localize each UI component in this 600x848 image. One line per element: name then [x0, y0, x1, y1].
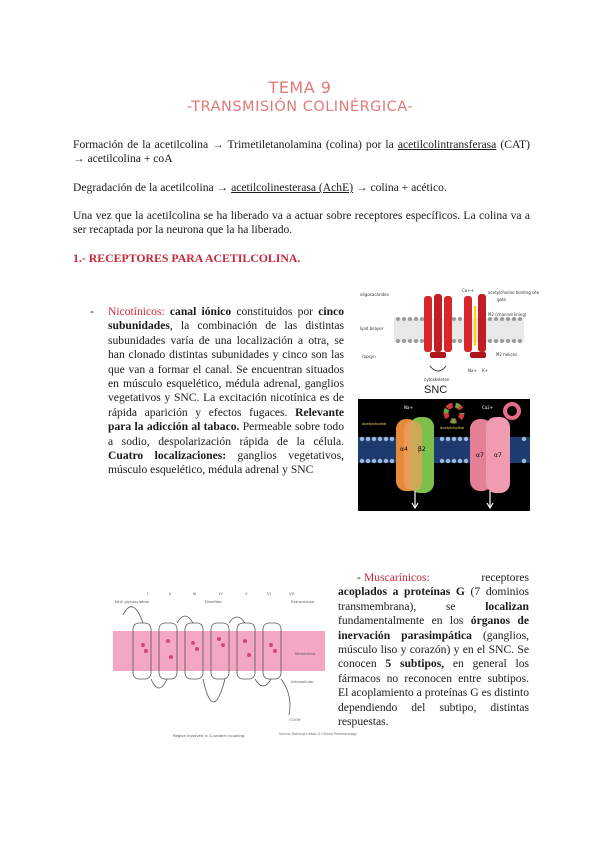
svg-text:NH2 glycosylation: NH2 glycosylation — [115, 599, 150, 604]
muscarinic-paragraph: Muscarínicos: receptores acoplados a proteínas G (7 dominios transmembrana), se localizan fundamentalmente en los órganos de inervación parasimpática (ganglios, músculo liso y corazón) y en el SNC. Se conocen 5 subtipos, en general los fármacos no reconocen entre subtipos. El acoplamiento a proteínas G es distinto dependiendo del subtipo, distintas respuestas. — [338, 571, 530, 729]
label-oligosaccharides: oligosacáridos — [360, 292, 389, 297]
page-subtitle: -TRANSMISIÓN COLINÉRGICA- — [186, 99, 414, 115]
label-snc: SNC — [424, 384, 448, 396]
page-title: TEMA 9 — [268, 78, 332, 97]
svg-text:IV: IV — [219, 591, 223, 596]
nicotinic-paragraph: Nicotínicos: canal iónico constituidos por cinco subunidades, la combinación de las distintas subunidades varía de una localización a otra, se han clonado distintas subunidades y cinco son las que van a formar el canal. Se encuentran situados en músculo esquelético, médula adrenal, ganglios vegetativos y SNC. La excitación nicotínica es de rápida aparición y efectos fugaces. Relevante para la adicción al tabaco. Permeable sobre todo a sodio, despolarización rápida de la célula. Cuatro localizaciones: ganglios vegetativos, músculo esquelético, médula adrenal y SNC — [108, 305, 344, 477]
svg-text:Na+: Na+ — [404, 405, 413, 410]
svg-text:II: II — [169, 591, 172, 596]
lipid-bilayer — [394, 317, 524, 343]
svg-text:VI: VI — [267, 591, 271, 596]
svg-text:III: III — [193, 591, 197, 596]
svg-text:Disulfide: Disulfide — [205, 599, 222, 604]
svg-text:Ca2+: Ca2+ — [482, 405, 494, 410]
paragraph-degradation: Degradación de la acetilcolina → acetilcolinesterasa (AchE) → colina + acético. — [73, 181, 447, 194]
label-m2-helices: M2 helices — [496, 352, 518, 357]
svg-text:Region involved in G-protein c: Region involved in G-protein coupling — [173, 733, 245, 738]
svg-text:I: I — [147, 591, 149, 596]
label-gate: gate — [497, 297, 507, 302]
svg-text:α7: α7 — [476, 452, 484, 459]
list-dash: - — [90, 305, 94, 318]
svg-text:α4: α4 — [400, 446, 408, 453]
list-dash: - — [357, 571, 361, 584]
label-na: Na+ — [468, 368, 477, 373]
nicotinic-receptor-closed — [424, 294, 452, 358]
svg-text:COOH: COOH — [289, 717, 301, 722]
svg-text:α7: α7 — [494, 452, 502, 459]
section-heading-receptors: 1.- RECEPTORES PARA ACETILCOLINA. — [73, 251, 301, 265]
label-m2-channel: M2 (channel lining) — [488, 312, 527, 317]
paragraph-release: Una vez que la acetilcolina se ha liberado va a actuar sobre receptores específicos. La colina va a ser recaptada por la neurona que la ha liberado. — [73, 209, 530, 236]
term-muscarinic: Muscarínicos: — [364, 571, 430, 584]
label-rapsyn: rapsyn — [362, 354, 376, 359]
term-ache: acetilcolinesterasa (AchE) — [231, 181, 354, 194]
label-lipid-bilayer: lipid bilayer — [360, 326, 384, 331]
svg-text:Extracellular: Extracellular — [291, 599, 315, 604]
term-cat: acetilcolintransferasa — [397, 138, 497, 151]
svg-text:Membrane: Membrane — [295, 651, 316, 656]
label-k: K+ — [482, 368, 488, 373]
svg-text:Intracellular: Intracellular — [291, 679, 314, 684]
label-cytoskeleton: cytoskeleton — [424, 377, 450, 382]
svg-text:VII: VII — [289, 591, 294, 596]
figure-muscarinic-7tm — [113, 585, 357, 745]
svg-text:Acetylcholine: Acetylcholine — [440, 426, 465, 430]
label-ach-binding-site: acetylcholine binding site — [488, 290, 540, 295]
svg-text:Acetylcholine: Acetylcholine — [362, 422, 387, 426]
label-ca: Ca++ — [462, 288, 474, 293]
svg-text:β2: β2 — [418, 446, 426, 453]
figure-nicotinic-structure — [358, 286, 540, 384]
term-nicotinic: Nicotínicos: — [108, 305, 165, 318]
figure-snc-receptors — [358, 399, 530, 511]
figure-source-caption: Source: Katzung's Basic & Clinical Pharmacology — [279, 732, 357, 736]
paragraph-formation: Formación de la acetilcolina → Trimetiletanolamina (colina) por la acetilcolintransferasa (CAT) → acetilcolina + coA — [73, 138, 530, 165]
svg-text:V: V — [245, 591, 248, 596]
